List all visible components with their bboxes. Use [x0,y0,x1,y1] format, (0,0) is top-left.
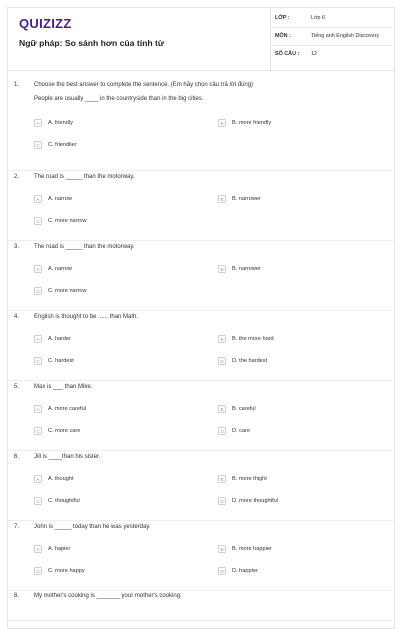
answer-option-c[interactable] [34,496,80,506]
meta-value-subject: Tiếng anh English Discovery [311,33,380,39]
answer-option-b[interactable] [218,544,272,554]
meta-row-grade [271,11,395,28]
option-text: A. harder [48,336,72,342]
option-letter-box: B [218,475,226,483]
worksheet-meta [270,8,395,70]
worksheet-page [7,7,395,629]
meta-label-grade: LỚP : [275,15,290,21]
option-text: C. friendlier [48,142,77,148]
question-text: English is thought to be ...... than Math. [34,314,139,320]
option-letter-box: D [218,567,226,575]
question-text: Choose the best answer to complete the sentence. (Em hãy chọn câu trả lời đúng) [34,82,254,88]
meta-value-count: 12 [311,51,317,57]
question-sentence: People are usually ____ in the countryside than in the big cities. [34,96,204,102]
answer-option-d[interactable] [218,356,267,366]
option-letter-box: B [218,545,226,553]
option-text: D. more thoughtful [232,498,279,504]
answer-option-c[interactable] [34,426,80,436]
option-letter-box: B [218,119,226,127]
option-text: B. more thight [232,476,267,482]
answer-option-a[interactable] [34,474,74,484]
option-letter-box: A [34,475,42,483]
option-text: B. more happier [232,546,272,552]
answer-option-b[interactable] [218,474,267,484]
question-text: My mother's cooking is _______ your mother's cooking. [34,593,182,599]
option-text: D. happier [232,568,258,574]
option-text: A. thought [48,476,74,482]
answer-option-b[interactable] [218,334,274,344]
answer-option-c[interactable] [34,566,85,576]
option-letter-box: B [218,405,226,413]
meta-row-subject [271,29,395,46]
question-number: 1. [14,82,20,88]
answer-option-c[interactable] [34,216,87,226]
option-letter-box: A [34,265,42,273]
option-letter-box: C [34,141,42,149]
question-number: 3. [14,244,20,250]
option-text: C. thoughtful [48,498,80,504]
question-number: 5. [14,384,20,390]
question-8 [8,590,394,621]
question-7 [8,520,394,591]
answer-option-a[interactable] [34,264,72,274]
answer-option-a[interactable] [34,118,73,128]
question-number: 2. [14,174,20,180]
option-text: B. narrower [232,266,261,272]
option-letter-box: D [218,427,226,435]
option-letter-box: D [218,357,226,365]
option-text: B. careful [232,406,256,412]
option-letter-box: B [218,265,226,273]
answer-option-a[interactable] [34,334,71,344]
answer-option-a[interactable] [34,194,72,204]
option-letter-box: C [34,217,42,225]
option-letter-box: A [34,119,42,127]
question-text: John is _____ today than he was yesterday. [34,524,151,530]
option-text: C. more care [48,428,81,434]
question-text: Jill is ____than his sister. [34,454,101,460]
question-text: The road is _____ than the motorway. [34,174,135,180]
option-letter-box: A [34,195,42,203]
option-text: A. hapier [48,546,71,552]
question-number: 7. [14,524,20,530]
question-2 [8,170,394,241]
meta-row-count [271,47,395,63]
answer-option-b[interactable] [218,118,271,128]
option-letter-box: C [34,287,42,295]
option-text: C. more narrow [48,288,87,294]
option-text: C. more narrow [48,218,87,224]
question-6 [8,450,394,521]
option-text: C. hardest [48,358,74,364]
question-4 [8,310,394,381]
answer-option-b[interactable] [218,404,256,414]
option-text: A. narrow [48,266,72,272]
option-letter-box: C [34,497,42,505]
option-text: D. care [232,428,251,434]
question-3 [8,240,394,311]
option-text: B. the more hard [232,336,274,342]
meta-label-count: SỐ CÂU : [275,51,300,57]
option-text: A. narrow [48,196,72,202]
option-text: B. narrower [232,196,261,202]
answer-option-a[interactable] [34,404,86,414]
answer-option-b[interactable] [218,264,261,274]
question-1 [8,78,394,171]
option-letter-box: D [218,497,226,505]
answer-option-d[interactable] [218,496,278,506]
option-text: A. friendly [48,120,73,126]
option-letter-box: A [34,335,42,343]
answer-option-d[interactable] [218,426,250,436]
option-letter-box: B [218,335,226,343]
answer-option-c[interactable] [34,140,77,150]
option-text: B. more friendly [232,120,272,126]
option-text: A. more careful [48,406,86,412]
worksheet-header [8,8,394,71]
option-text: D. the hardest [232,358,268,364]
answer-option-c[interactable] [34,286,87,296]
option-letter-box: A [34,545,42,553]
question-number: 4. [14,314,20,320]
meta-value-grade: Lớp 6 [311,15,326,21]
question-number: 8. [14,593,20,599]
answer-option-c[interactable] [34,356,74,366]
option-letter-box: C [34,357,42,365]
answer-option-d[interactable] [218,566,258,576]
option-text: C. more happy [48,568,85,574]
option-letter-box: C [34,567,42,575]
question-text: The road is _____ than the motorway. [34,244,135,250]
question-number: 6. [14,454,20,460]
option-letter-box: B [218,195,226,203]
meta-label-subject: MÔN : [275,33,291,39]
quizizz-logo: QUIZIZZ [19,16,72,31]
question-text: Max is ___ than Mike. [34,384,93,390]
option-letter-box: A [34,405,42,413]
option-letter-box: C [34,427,42,435]
worksheet-title: Ngữ pháp: So sánh hơn của tính từ [19,38,165,48]
question-5 [8,380,394,451]
answer-option-a[interactable] [34,544,70,554]
answer-option-b[interactable] [218,194,261,204]
